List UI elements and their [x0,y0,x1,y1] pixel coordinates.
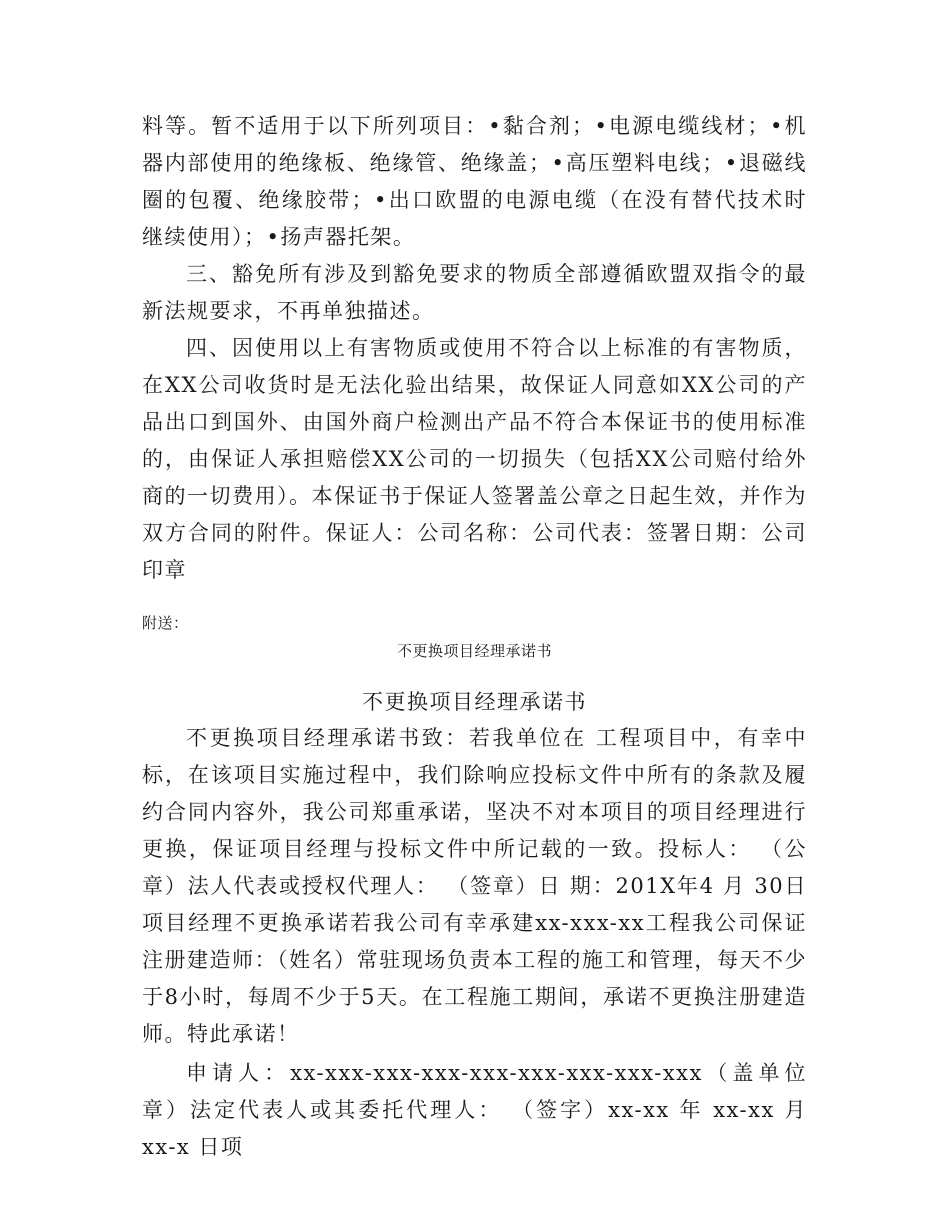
appendix-title-wrap [142,684,807,721]
appendix-label: 附送： [142,614,189,632]
section-hazardous-substances [142,108,807,589]
paragraph-commitment-body: 不更换项目经理承诺书致：若我单位在 工程项目中，有幸中标，在该项目实施过程中，我们除响应投标文件中所有的条款及履约合同内容外，我公司郑重承诺，坚决不对本项目的项目经理进行更换，保证项目经理与投标文件中所记载的一致。投标人： （公章）法人代表或授权代理人： （签章）日 期：201X年4 月 30日项目经理不更换承诺若我公司有幸承建xx-xxx-xx工程我公司保证注册建造师：（姓名）常驻现场负责本工程的施工和管理，每天不少于8小时，每周不少于5天。在工程施工期间，承诺不更换注册建造师。特此承诺！ [142,726,807,1046]
appendix-label-wrap [142,613,807,633]
appendix-small-title: 不更换项目经理承诺书 [396,642,552,660]
appendix-title: 不更换项目经理承诺书 [362,690,587,714]
paragraph-four: 四、因使用以上有害物质或使用不符合以上标准的有害物质，在XX公司收货时是无法化验出结果，故保证人同意如XX公司的产品出口到国外、由国外商户检测出产品不符合本保证书的使用标准的，由保证人承担赔偿XX公司的一切损失（包括XX公司赔付给外商的一切费用）。本保证书于保证人签署盖公章之日起生效，并作为双方合同的附件。保证人：公司名称：公司代表：签署日期：公司印章 [142,336,807,582]
section-commitment [142,720,807,1166]
paragraph-exemptions: 料等。暂不适用于以下所列项目：•黏合剂；•电源电缆线材；•机器内部使用的绝缘板、绝缘管、绝缘盖；•高压塑料电线；•退磁线圈的包覆、绝缘胶带；•出口欧盟的电源电缆（在没有替代技术时继续使用）；•扬声器托架。 [142,114,807,249]
appendix-small-title-wrap [142,641,807,661]
paragraph-three: 三、豁免所有涉及到豁免要求的物质全部遵循欧盟双指令的最新法规要求，不再单独描述。 [142,262,807,323]
paragraph-applicant: 申请人：xx-xxx-xxx-xxx-xxx-xxx-xxx-xxx-xxx（盖单位章）法定代表人或其委托代理人： （签字）xx-xx 年 xx-xx 月 xx-x 日项 [142,1061,807,1159]
